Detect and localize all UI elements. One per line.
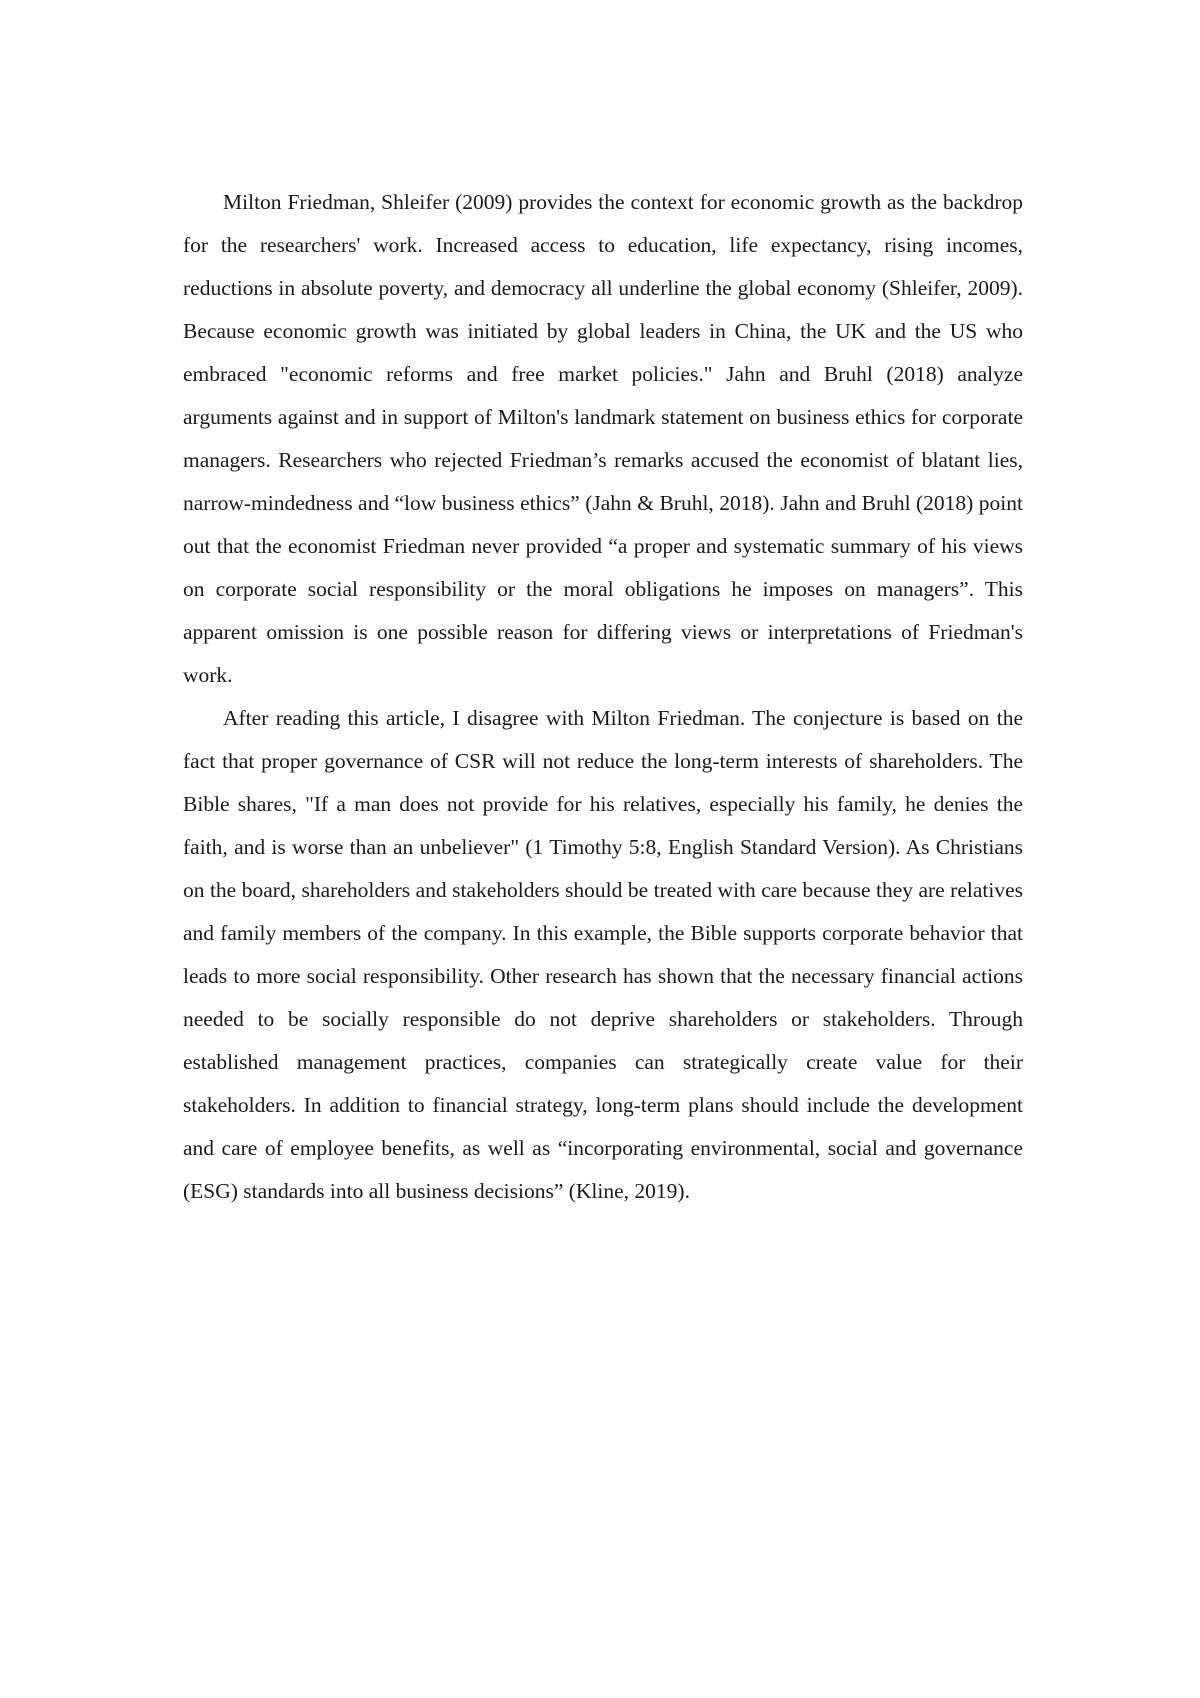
document-body [183,181,1023,1213]
paragraph-disagreement: After reading this article, I disagree with Milton Friedman. The conjecture is based on the fact that proper governance of CSR will not reduce the long-term interests of shareholders. The Bible shares, "If a man does not provide for his relatives, especially his family, he denies the faith, and is worse than an unbeliever" (1 Timothy 5:8, English Standard Version). As Christians on the board, shareholders and stakeholders should be treated with care because they are relatives and family members of the company. In this example, the Bible supports corporate behavior that leads to more social responsibility. Other research has shown that the necessary financial actions needed to be socially responsible do not deprive shareholders or stakeholders. Through established management practices, companies can strategically create value for their stakeholders. In addition to financial strategy, long-term plans should include the development and care of employee benefits, as well as “incorporating environmental, social and governance (ESG) standards into all business decisions” (Kline, 2019). [183,706,1023,1203]
paragraph-friedman-context: Milton Friedman, Shleifer (2009) provides the context for economic growth as the backdrop for the researchers' work. Increased access to education, life expectancy, rising incomes, reductions in absolute poverty, and democracy all underline the global economy (Shleifer, 2009). Because economic growth was initiated by global leaders in China, the UK and the US who embraced "economic reforms and free market policies." Jahn and Bruhl (2018) analyze arguments against and in support of Milton's landmark statement on business ethics for corporate managers. Researchers who rejected Friedman’s remarks accused the economist of blatant lies, narrow-mindedness and “low business ethics” (Jahn & Bruhl, 2018). Jahn and Bruhl (2018) point out that the economist Friedman never provided “a proper and systematic summary of his views on corporate social responsibility or the moral obligations he imposes on managers”. This apparent omission is one possible reason for differing views or interpretations of Friedman's work. [183,190,1023,687]
